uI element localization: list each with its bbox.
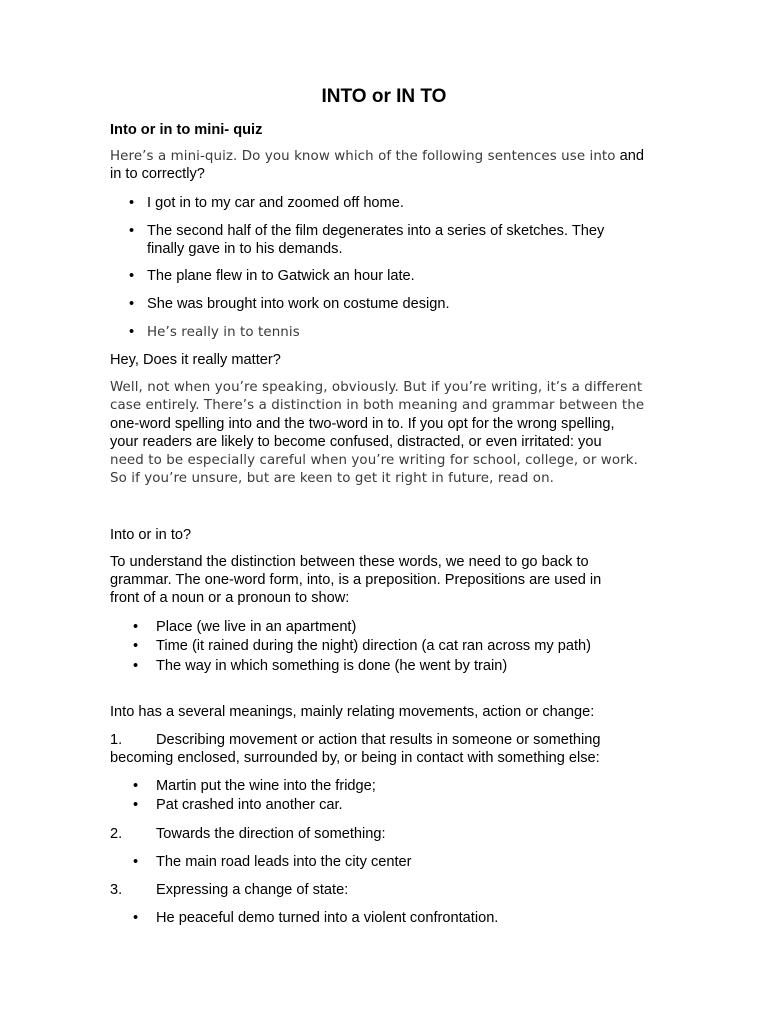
matter-line: your readers are likely to become confused, distracted, or even irritated: you xyxy=(110,434,602,450)
list-item: • Time (it rained during the night) direction (a cat ran across my path) xyxy=(133,638,592,654)
list-item: • The plane flew in to Gatwick an hour late. xyxy=(129,268,415,284)
bullet-icon: • xyxy=(129,195,135,211)
list-item: • He peaceful demo turned into a violent confrontation. xyxy=(133,910,499,926)
quiz-intro-line1 xyxy=(110,147,644,166)
list-item: • Pat crashed into another car. xyxy=(133,797,343,813)
meaning-number: 2. xyxy=(110,826,123,842)
list-item: • The way in which something is done (he went by train) xyxy=(133,658,508,674)
matter-line: one-word spelling into and the two-word in to. If you opt for the wrong spelling, xyxy=(110,416,615,432)
meaning-2: 2. Towards the direction of something: xyxy=(110,826,386,842)
quiz-intro-and: and xyxy=(619,148,644,164)
quiz-intro-line2: in to correctly? xyxy=(110,166,205,182)
matter-line: case entirely. There’s a distinction in both meaning and grammar between the xyxy=(110,398,645,413)
matter-line: So if you’re unsure, but are keen to get it right in future, read on. xyxy=(110,471,555,486)
list-item: • He’s really in to tennis xyxy=(129,324,300,340)
list-item: • She was brought into work on costume design. xyxy=(129,296,450,312)
bullet-icon: • xyxy=(133,658,139,674)
bullet-icon: • xyxy=(129,223,135,239)
page-title: INTO or IN TO xyxy=(321,86,447,107)
bullet-icon: • xyxy=(129,296,135,312)
list-item: • I got in to my car and zoomed off home. xyxy=(129,195,404,211)
matter-heading: Hey, Does it really matter? xyxy=(110,352,281,368)
bullet-icon: • xyxy=(133,854,139,870)
bullet-icon: • xyxy=(129,268,135,284)
bullet-icon: • xyxy=(133,910,139,926)
meanings-intro: Into has a several meanings, mainly relating movements, action or change: xyxy=(110,704,595,720)
meaning-1: 1. Describing movement or action that results in someone or something xyxy=(110,732,601,748)
meaning-3: 3. Expressing a change of state: xyxy=(110,882,349,898)
list-item-continuation: finally gave in to his demands. xyxy=(147,241,343,257)
section2-line: To understand the distinction between these words, we need to go back to xyxy=(110,554,589,570)
meaning-number: 3. xyxy=(110,882,123,898)
quiz-heading: Into or in to mini- quiz xyxy=(110,122,263,138)
list-item: • The second half of the film degenerates into a series of sketches. They xyxy=(129,223,605,239)
quiz-intro-text: Here’s a mini-quiz. Do you know which of the following sentences use into xyxy=(110,149,616,164)
list-item: • The main road leads into the city center xyxy=(133,854,412,870)
bullet-icon: • xyxy=(133,797,139,813)
list-item: • Martin put the wine into the fridge; xyxy=(133,778,376,794)
bullet-icon: • xyxy=(133,619,139,635)
section2-line: grammar. The one-word form, into, is a preposition. Prepositions are used in xyxy=(110,572,602,588)
meaning-1-continuation: becoming enclosed, surrounded by, or being in contact with something else: xyxy=(110,750,600,766)
bullet-icon: • xyxy=(133,638,139,654)
meaning-number: 1. xyxy=(110,732,123,748)
matter-line: Well, not when you’re speaking, obviously. But if you’re writing, it’s a different xyxy=(110,380,643,395)
list-item: • Place (we live in an apartment) xyxy=(133,619,357,635)
matter-line: need to be especially careful when you’re writing for school, college, or work. xyxy=(110,453,638,468)
bullet-icon: • xyxy=(133,778,139,794)
section2-heading: Into or in to? xyxy=(110,527,192,543)
bullet-icon: • xyxy=(129,324,135,340)
section2-line: front of a noun or a pronoun to show: xyxy=(110,590,350,606)
